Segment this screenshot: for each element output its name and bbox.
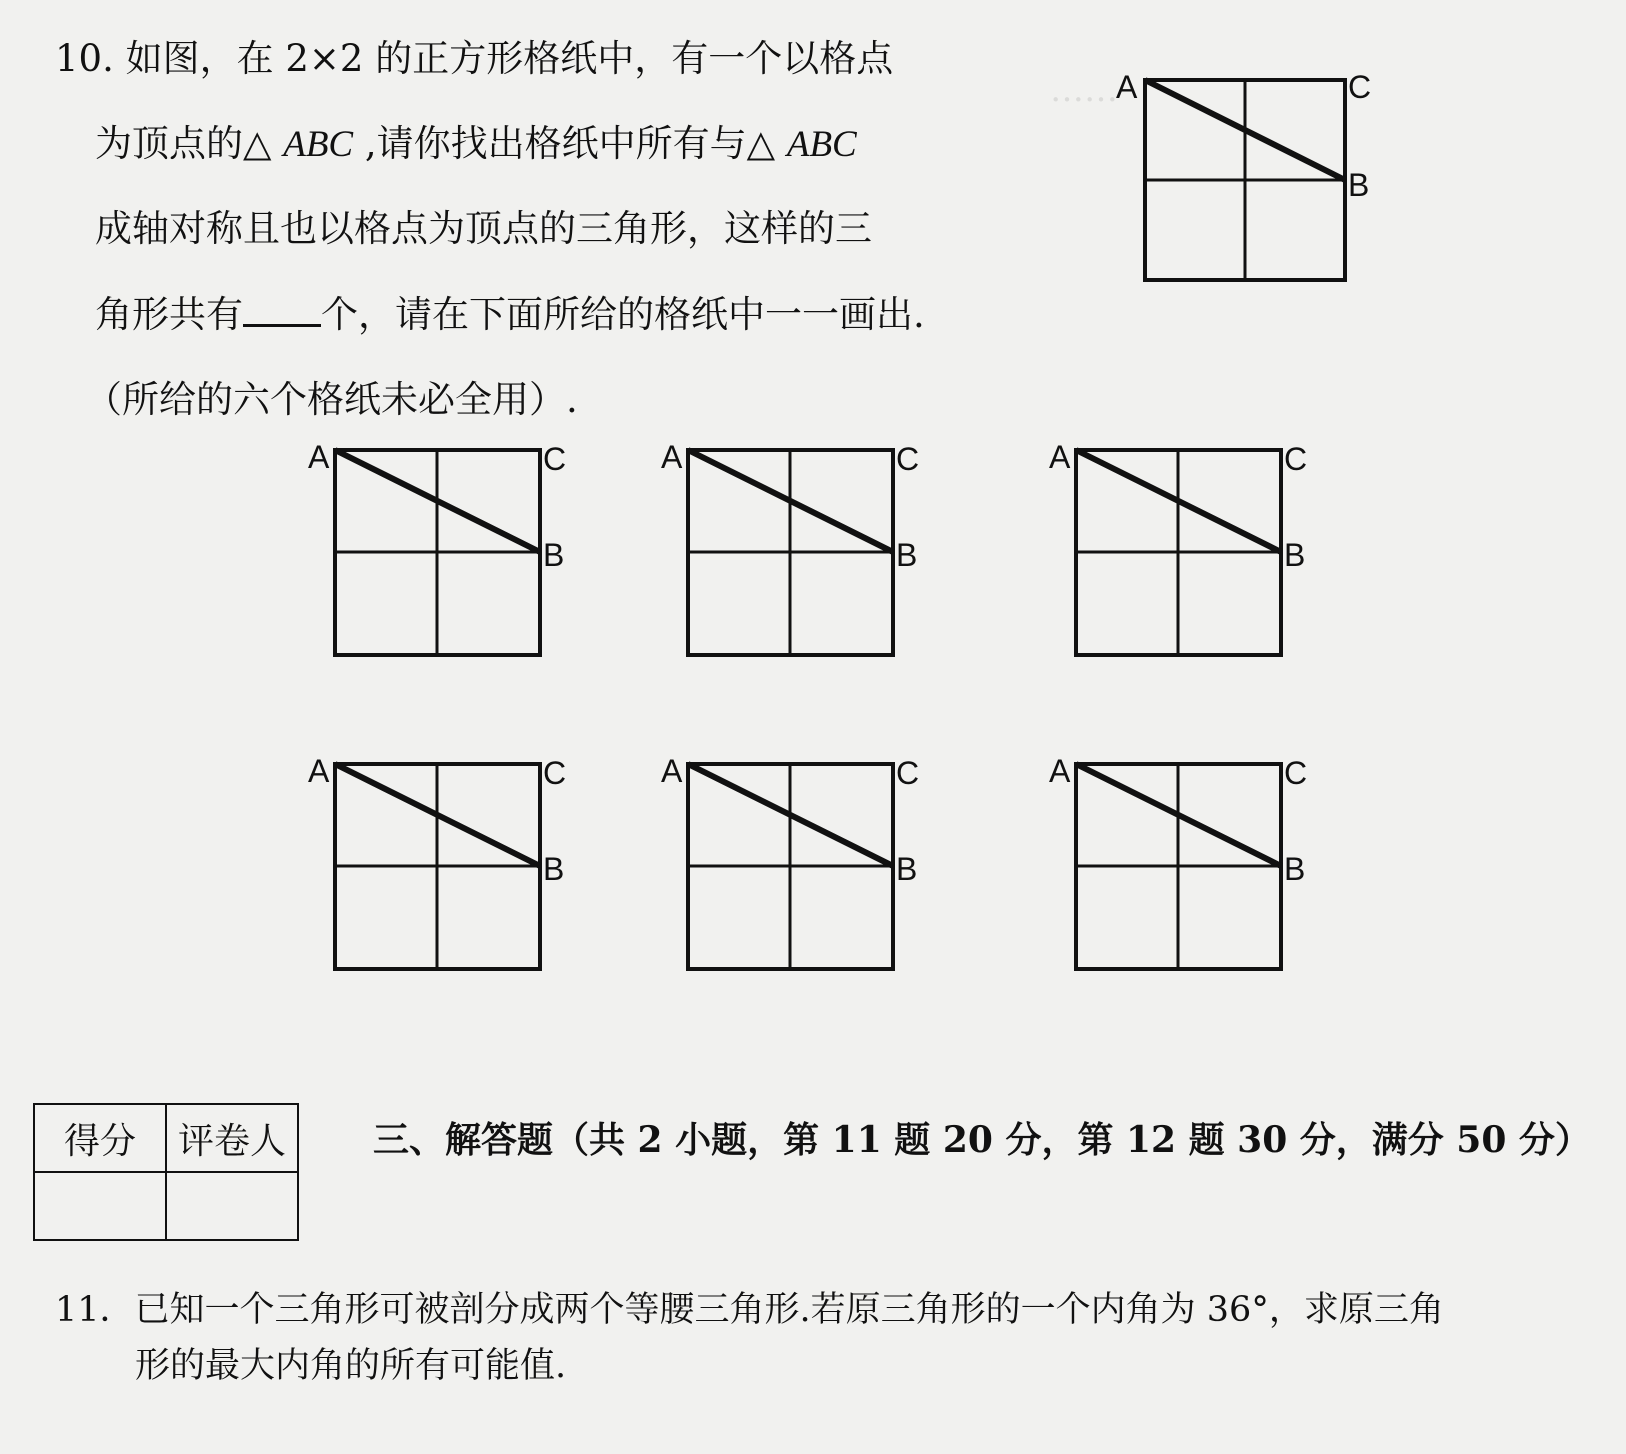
vertex-label-a: A xyxy=(661,439,683,475)
drawing-grid-6-figure xyxy=(1046,754,1316,979)
section-3-title: 三、解答题（共 2 小题，第 11 题 20 分，第 12 题 30 分，满分 50 分） xyxy=(373,1119,1591,1161)
vertex-label-c: C xyxy=(543,441,567,477)
drawing-grid-6[interactable] xyxy=(1046,754,1316,979)
drawing-grid-1[interactable] xyxy=(305,440,575,665)
drawing-grid-2-figure xyxy=(658,440,928,665)
vertex-label-b: B xyxy=(543,537,565,573)
score-table-input-row xyxy=(34,1172,298,1240)
drawing-grid-1-figure xyxy=(305,440,575,665)
drawing-grid-5-figure xyxy=(658,754,928,979)
q10-line-4-pre: 角形共有 xyxy=(95,293,243,336)
q11-line-1: 11．已知一个三角形可被剖分成两个等腰三角形.若原三角形的一个内角为 36°，求原三角 xyxy=(55,1290,1444,1330)
drawing-grid-3[interactable] xyxy=(1046,440,1316,665)
vertex-label-b: B xyxy=(543,851,565,887)
vertex-label-c: C xyxy=(896,441,920,477)
score-table-header-row xyxy=(34,1104,298,1172)
score-table xyxy=(33,1103,299,1241)
q10-line-3: 成轴对称且也以格点为顶点的三角形，这样的三 xyxy=(95,207,872,250)
vertex-label-b: B xyxy=(1348,167,1370,203)
vertex-label-b: B xyxy=(896,537,918,573)
vertex-label-b: B xyxy=(1284,851,1306,887)
drawing-grid-4-figure xyxy=(305,754,575,979)
vertex-label-c: C xyxy=(1284,755,1308,791)
bleed-through-text: …… xyxy=(1050,70,1118,110)
drawing-grid-5[interactable] xyxy=(658,754,928,979)
q10-line-2-mid: ,请你找出格纸中所有与△ xyxy=(353,122,787,165)
score-cell[interactable] xyxy=(34,1172,166,1240)
reference-grid xyxy=(1110,70,1370,290)
vertex-label-a: A xyxy=(1116,69,1138,105)
reference-grid-figure xyxy=(1110,70,1370,290)
answer-blank[interactable] xyxy=(243,294,321,327)
vertex-label-a: A xyxy=(661,753,683,789)
vertex-label-b: B xyxy=(1284,537,1306,573)
vertex-label-c: C xyxy=(543,755,567,791)
q10-line-1: 10. 如图，在 2×2 的正方形格纸中，有一个以格点 xyxy=(55,37,894,80)
grader-header: 评卷人 xyxy=(166,1104,298,1172)
q10-abc-2: ABC xyxy=(786,124,857,165)
drawing-grid-2[interactable] xyxy=(658,440,928,665)
q10-line-4-post: 个，请在下面所给的格纸中一一画出. xyxy=(321,293,925,336)
vertex-label-a: A xyxy=(308,753,330,789)
q10-line-4 xyxy=(95,293,925,337)
q10-abc-1: ABC xyxy=(283,124,354,165)
vertex-label-a: A xyxy=(1049,439,1071,475)
vertex-label-c: C xyxy=(1284,441,1308,477)
q11-line-2: 形的最大内角的所有可能值. xyxy=(135,1346,567,1386)
vertex-label-c: C xyxy=(896,755,920,791)
drawing-grid-4[interactable] xyxy=(305,754,575,979)
vertex-label-b: B xyxy=(896,851,918,887)
score-header: 得分 xyxy=(34,1104,166,1172)
vertex-label-a: A xyxy=(308,439,330,475)
q10-line-5: （所给的六个格纸未必全用）. xyxy=(85,378,578,421)
grader-cell[interactable] xyxy=(166,1172,298,1240)
q10-line-2-pre: 为顶点的△ xyxy=(95,122,284,165)
drawing-grid-3-figure xyxy=(1046,440,1316,665)
vertex-label-c: C xyxy=(1348,69,1372,105)
vertex-label-a: A xyxy=(1049,753,1071,789)
q10-line-2 xyxy=(95,122,857,167)
